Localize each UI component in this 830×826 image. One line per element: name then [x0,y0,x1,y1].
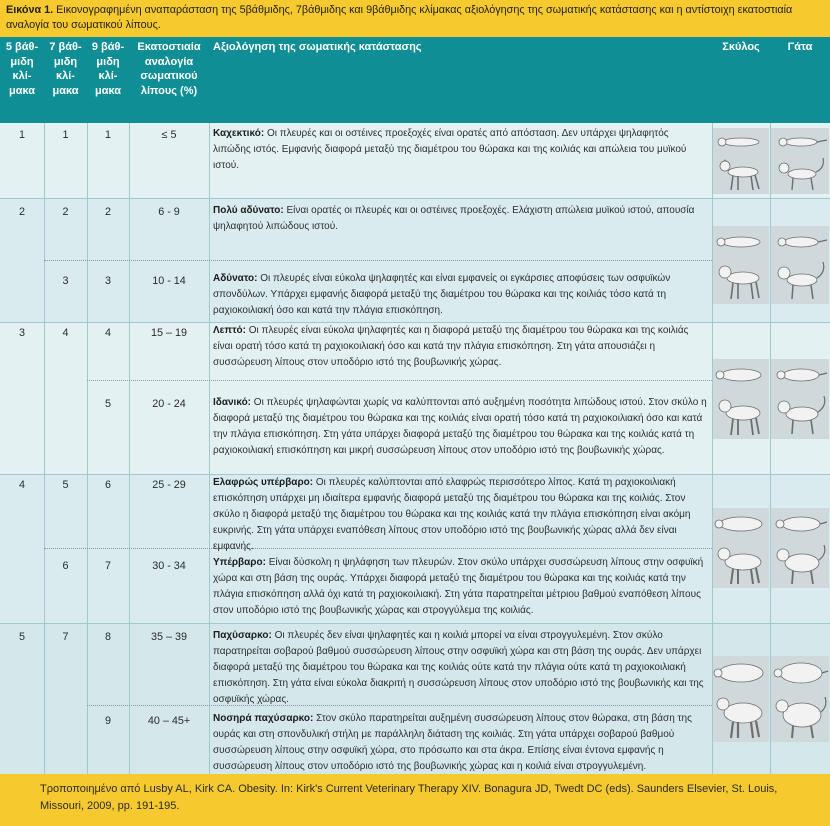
condition-title: Αδύνατο: [213,273,258,284]
condition-text: Οι πλευρές ψηλαφώνται χωρίς να καλύπτονται από αυξημένη ποσότητα λιπώδους ιστού. Στον σκύλο η διαφορά μεταξύ της διαμέτρου του θώρακα και της κοιλιάς είναι ορατή τόσο κατά τη ραχιοκοιλιακή όσο και κατά την πλάγια επισκόπηση. Στη γάτα υπάρχει διαφορά μεταξύ της διαμέτρου του θώρακα και της κοιλιάς κατά τη ραχιοκοιλιακή επισκόπηση και μικρή συσσώρευση λίπους στον υποδόριο ιστό της βουβωνικής χώρας. [213,397,707,456]
header-7-scale: 7 βάθ-μιδη κλί-μακα [49,41,82,97]
score-5-scale: 5 [18,631,25,643]
score-9-scale: 3 [104,275,111,287]
figure-caption [0,0,830,37]
subrow-divider [87,380,712,381]
condition-description [213,628,709,708]
score-7-scale: 5 [62,479,69,491]
fat-percentage: 15 – 19 [150,327,188,339]
condition-title: Πολύ αδύνατο: [213,205,284,216]
cat-obese-illustration [771,656,829,742]
dog-thin-illustration [713,226,769,304]
condition-title: Νοσηρά παχύσαρκο: [213,713,314,724]
condition-description [213,271,709,319]
score-7-scale: 3 [62,275,69,287]
condition-title: Λεπτό: [213,325,246,336]
col-divider [209,123,210,774]
score-9-scale: 9 [104,715,111,727]
fat-percentage: 30 - 34 [152,560,186,572]
condition-text: Οι πλευρές είναι εύκολα ψηλαφητές και είναι εμφανείς οι εγκάρσιες αποφύσεις των οσφυϊκών σπονδύλων. Υπάρχει εμφανής διαφορά μεταξύ της διαμέτρου του θώρακα και της κοιλιάς τόσο κατά τη ραχιοκοιλιακή όσο και κατά την πλάγια επισκόπηση. [213,273,671,316]
condition-title: Ελαφρώς υπέρβαρο: [213,477,314,488]
header-assessment: Αξιολόγηση της σωματικής κατάστασης [213,41,422,53]
score-5-scale: 2 [18,206,25,218]
row-divider [0,198,830,199]
condition-text: Οι πλευρές και οι οστέινες προεξοχές είναι ορατές από απόσταση. Δεν υπάρχει ψηλαφητός λιπώδης ιστός. Εμφανής διαφορά μεταξύ της διαμέτρου του θώρακα και της κοιλιάς και απώλεια του μυϊκού ιστού. [213,128,687,171]
dog-obese-illustration [713,656,769,742]
score-9-scale: 6 [104,479,111,491]
score-9-scale: 1 [104,129,111,141]
cat-emaciated-illustration [771,128,829,194]
condition-description [213,323,709,371]
caption-label: Εικόνα 1. [6,4,54,16]
dog-ideal-illustration [713,359,769,439]
condition-title: Καχεκτικό: [213,128,265,139]
condition-text: Οι πλευρές δεν είναι ψηλαφητές και η κοιλιά μπορεί να είναι στρογγυλεμένη. Στον σκύλο παρατηρείται σοβαρού βαθμού συσσώρευση λίπους στην οσφυϊκή χώρα και στη βάση της ουράς. Δεν υπάρχει διαφορά μεταξύ της διαμέτρου του θώρακα και της κοιλιάς ούτε κατά την πλάγια ούτε κατά τη ραχιοκοιλιακή επισκόπηση. Στη γάτα είναι εύκολα διακριτή η συσσώρευση λίπους στον υποδόριο ιστό της βουβωνικής και της οσφυϊκής χώρας. [213,630,704,705]
score-9-scale: 8 [104,631,111,643]
score-7-scale: 7 [62,631,69,643]
score-7-scale: 2 [62,206,69,218]
score-9-scale: 4 [104,327,111,339]
condition-title: Ιδανικό: [213,397,252,408]
condition-text: Οι πλευρές είναι εύκολα ψηλαφητές και η διαφορά μεταξύ της διαμέτρου του θώρακα και της κοιλιάς είναι ορατή τόσο κατά τη ραχιοκοιλιακή όσο και κατά την πλάγια επισκόπηση. Στη γάτα απουσιάζει η συσσώρευση λίπους στον υποδόριο ιστό της βουβωνικής χώρας. [213,325,689,368]
score-7-scale: 1 [62,129,69,141]
cat-overweight-illustration [771,508,829,588]
condition-text: Είναι ορατές οι πλευρές και οι οστέινες προεξοχές. Ελάχιστη απώλεια μυϊκού ιστού, απουσία ψηλαφητού λιπώδους ιστού. [213,205,695,232]
condition-description [213,126,709,174]
row-divider [0,623,830,624]
score-5-scale: 1 [18,129,25,141]
fat-percentage: 35 – 39 [150,631,188,643]
condition-title: Παχύσαρκο: [213,630,272,641]
cat-ideal-illustration [771,359,829,439]
score-9-scale: 5 [104,398,111,410]
table-header [0,37,830,123]
header-5-scale: 5 βάθ-μιδη κλί-μακα [5,41,39,97]
subrow-divider [44,260,712,261]
condition-description [213,475,709,555]
header-9-scale: 9 βάθ-μιδη κλί-μακα [91,41,125,97]
score-7-scale: 6 [62,560,69,572]
table-body [0,123,830,774]
header-fat-percentage: Εκατοστιαία αναλογία σωματικού λίπους (%) [137,41,201,97]
score-7-scale: 4 [62,327,69,339]
score-5-scale: 3 [18,327,25,339]
condition-description [213,555,709,619]
condition-title: Υπέρβαρο: [213,557,266,568]
fat-percentage: 10 - 14 [152,275,186,287]
fat-percentage: 20 - 24 [152,398,186,410]
cat-thin-illustration [771,226,829,304]
header-dog: Σκύλος [722,41,760,53]
caption-text: Εικονογραφημένη αναπαράσταση της 5βάθμιδης, 7βάθμιδης και 9βάθμιδης κλίμακας αξιολόγησης της σωματικής κατάστασης και η αντίστοιχη εκατοστιαία αναλογία του σωματικού λίπους. [6,4,793,31]
score-9-scale: 2 [104,206,111,218]
score-9-scale: 7 [104,560,111,572]
condition-text: Στον σκύλο παρατηρείται αυξημένη συσσώρευση λίπους στον θώρακα, στη βάση της ουράς και στη σπονδυλική στήλη με παράλληλη διάταση της κοιλιάς. Στη γάτα υπάρχει σοβαρού βαθμού συσσώρευση λίπους στην οσφυϊκή χώρα, στο πρόσωπο και στα άκρα. Επίσης είναι έντονα εμφανής η συσσώρευση λίπους στον υποδόριο ιστό της βουβωνικής χώρας και η κοιλιά είναι στρογγυλεμένη. [213,713,692,772]
fat-percentage: 25 - 29 [152,479,186,491]
col-divider [129,123,130,774]
source-citation: Τροποποιημένο από Lusby AL, Kirk CA. Obesity. In: Kirk's Current Veterinary Therapy XIV. Bonagura JD, Twedt DC (eds). Saunders Elsevier, St. Louis, Missouri, 2009, pp. 191-195. [0,774,830,826]
dog-overweight-illustration [713,508,769,588]
condition-text: Οι πλευρές καλύπτονται από ελαφρώς περισσότερο λίπος. Κατά τη ραχιοκοιλιακή επισκόπηση υπάρχει μη ιδιαίτερα εμφανής διαφορά μεταξύ της διαμέτρου του θώρακα και της κοιλιάς. Στον σκύλο η διαφορά μεταξύ της διαμέτρου του θώρακα και της κοιλιάς κατά την πλάγια επισκόπηση είναι ακόμη ευκρινής. Στη γάτα υπάρχει εναπόθεση λίπους στον υποδόριο ιστό της βουβωνικής χώρας αλλά δεν είναι εμφανής. [213,477,691,552]
score-5-scale: 4 [18,479,25,491]
condition-text: Είναι δύσκολη η ψηλάφηση των πλευρών. Στον σκύλο υπάρχει συσσώρευση λίπους στην οσφυϊκή χώρα και στη βάση της ουράς. Υπάρχει διαφορά μεταξύ της διαμέτρου του θώρακα και της κοιλιάς κατά την πλάγια επισκόπηση αλλά όχι κατά τη ραχιοκοιλιακή. Στη γάτα παρατηρείται μέτριου βαθμού εναπόθεση λίπους στον υποδόριο ιστό της βουβωνικής χώρας και στρογγύλεμα της κοιλιάς. [213,557,704,616]
fat-percentage: ≤ 5 [161,129,177,141]
col-divider [44,123,45,774]
fat-percentage: 6 - 9 [158,206,180,218]
condition-description [213,395,709,459]
fat-percentage: 40 – 45+ [147,715,191,727]
header-cat: Γάτα [787,41,813,53]
dog-emaciated-illustration [713,128,769,194]
condition-description [213,711,709,775]
col-divider [87,123,88,774]
condition-description [213,203,709,235]
